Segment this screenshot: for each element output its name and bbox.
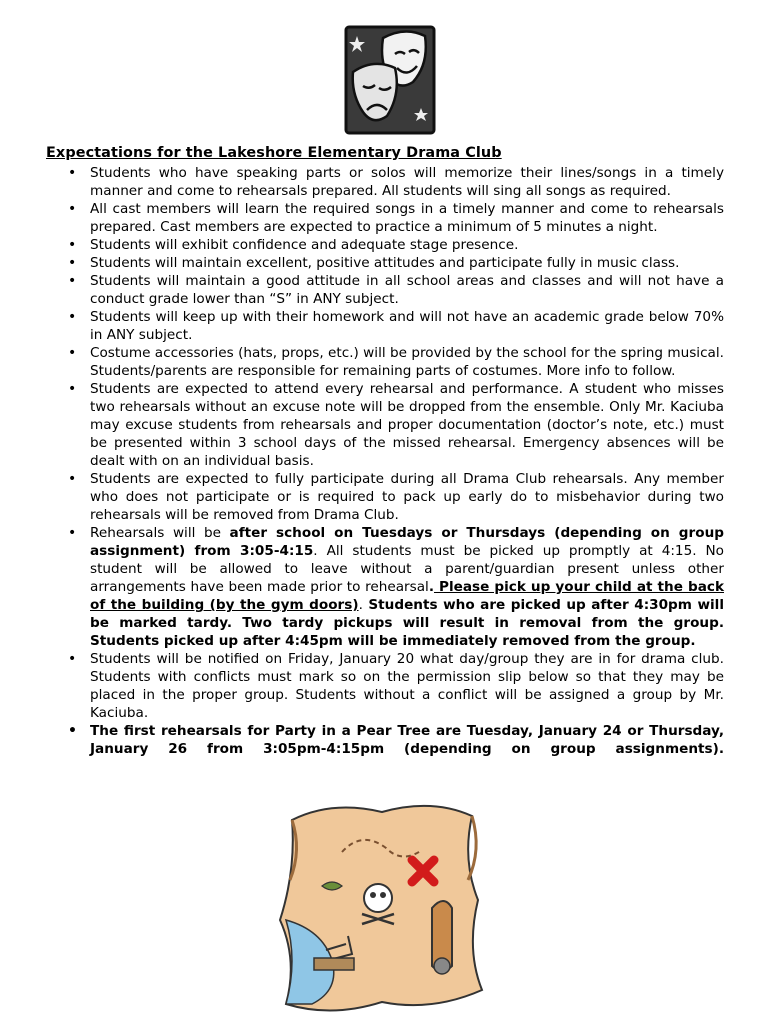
- list-item: • Students are expected to attend every rehearsal and performance. A student who misses two rehearsals without an excuse note will be dropped from the ensemble. Only Mr. Kaciuba may excuse students from rehearsals and proper documentation (doctor’s note, etc.) must be presented within 3 school days of the missed rehearsal. Emergency absences will be dealt with on an individual basis.: [90, 380, 724, 470]
- theater-masks-icon: [343, 24, 437, 136]
- rehearsal-period: .: [358, 597, 363, 613]
- list-item: • Students will maintain a good attitude in all school areas and classes and will not have a conduct grade lower than “S” in ANY subject.: [90, 272, 724, 308]
- treasure-map-icon: [262, 790, 494, 1024]
- rehearsal-text: Rehearsals will be: [90, 525, 230, 541]
- pickup-instructions: Please pick up your child at the back of the building (by the gym doors): [90, 579, 724, 613]
- expectations-list: [90, 164, 724, 758]
- rehearsal-period: .: [428, 579, 434, 595]
- list-item: • All cast members will learn the required songs in a timely manner and come to rehearsals prepared. Cast members are expected to practice a minimum of 5 minutes a night.: [90, 200, 724, 236]
- list-item: • Students will be notified on Friday, January 20 what day/group they are in for drama club. Students with conflicts must mark so on the permission slip below so that they may be placed in the proper group. Students without a conflict will be assigned a group by Mr. Kaciuba.: [90, 650, 724, 722]
- list-item: • Students will keep up with their homework and will not have an academic grade below 70% in ANY subject.: [90, 308, 724, 344]
- rehearsal-text: . All students must be picked up promptly at 4:15. No student will be allowed to leave without a parent/guardian present unless other arrangements have been made prior to rehearsal: [90, 543, 724, 595]
- list-item: • Students are expected to fully participate during all Drama Club rehearsals. Any member who does not participate or is required to pack up early do to misbehavior during two rehearsals will be removed from Drama Club.: [90, 470, 724, 524]
- list-item: • Students will maintain excellent, positive attitudes and participate fully in music class.: [90, 254, 724, 272]
- list-item-rehearsal-schedule: [90, 524, 724, 650]
- rehearsal-time-bold: after school on Tuesdays or Thursdays (depending on group assignment) from 3:05-4:15: [90, 525, 724, 559]
- list-item: • Students will exhibit confidence and adequate stage presence.: [90, 236, 724, 254]
- list-item-first-rehearsal: • The first rehearsals for Party in a Pear Tree are Tuesday, January 24 or Thursday, January 26 from 3:05pm-4:15pm (depending on group assignments).: [90, 722, 724, 758]
- tardy-policy: Students who are picked up after 4:30pm will be marked tardy. Two tardy pickups will result in removal from the group. Students picked up after 4:45pm will be immediately removed from the group.: [90, 597, 724, 649]
- list-item: • Students who have speaking parts or solos will memorize their lines/songs in a timely manner and come to rehearsals prepared. All students will sing all songs as required.: [90, 164, 724, 200]
- list-item: • Costume accessories (hats, props, etc.) will be provided by the school for the spring musical. Students/parents are responsible for remaining parts of costumes. More info to follow.: [90, 344, 724, 380]
- page-title: Expectations for the Lakeshore Elementary Drama Club: [46, 145, 502, 161]
